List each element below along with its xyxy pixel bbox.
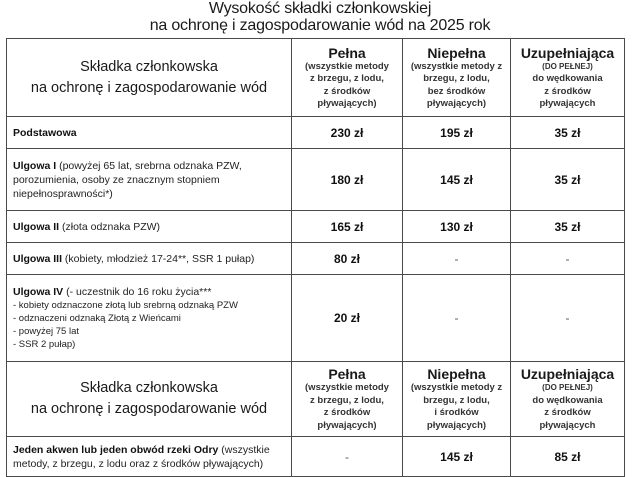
value-cell: 35 zł [511, 211, 625, 243]
column-sub-line: z środków [544, 407, 591, 418]
value-cell: 130 zł [403, 211, 511, 243]
header-label-line1: Składka członkowska [80, 58, 218, 75]
table-header-row-2 [7, 362, 625, 437]
row-desc: (kobiety, młodzież 17-24**, SSR 1 pułap) [62, 252, 255, 265]
value-cell: - [511, 275, 625, 362]
header-label-line1: Składka członkowska [80, 380, 218, 396]
row-bullet: - powyżej 75 lat [13, 326, 80, 337]
table-row [7, 211, 625, 243]
row-name: Ulgowa IV [13, 286, 64, 298]
header-label-line2: na ochronę i zagospodarowanie wód [30, 79, 268, 96]
row-label [7, 437, 292, 477]
column-header-uzupelniajaca [511, 39, 625, 117]
value-cell: - [403, 275, 511, 362]
table-row [7, 437, 625, 477]
column-sub-line: i środków [434, 407, 479, 418]
row-desc: (powyżej 65 lat, srebrna odznaka PZW, porozumienia, osoby ze znacznym stopniem niepełnosprawności*) [13, 159, 242, 200]
column-title: Niepełna [427, 44, 486, 61]
row-name: Ulgowa I [13, 159, 57, 172]
value-cell: 20 zł [292, 275, 403, 362]
column-sub-line: (wszystkie metody [305, 382, 389, 393]
column-header-pelna [292, 39, 403, 117]
row-name: Ulgowa III [13, 252, 63, 265]
column-title: Pełna [328, 44, 366, 61]
row-bullet: - odznaczeni odznaką Złotą z Wieńcami [13, 313, 181, 324]
row-name: Jeden akwen lub jeden obwód rzeki Odry [13, 443, 219, 456]
table-row [7, 117, 625, 149]
column-sub-line: (wszystkie metody z [410, 382, 503, 393]
column-sub-line: bez środków [427, 85, 486, 97]
row-name: Ulgowa II [13, 220, 60, 233]
column-sub-line: z brzegu, z lodu, [310, 394, 384, 406]
column-sub-line: z środków [323, 85, 371, 97]
fee-table [6, 38, 625, 477]
value-cell: 165 zł [292, 211, 403, 243]
row-bullet: - kobiety odznaczone złotą lub srebrną odznaką PZW [13, 300, 238, 311]
row-desc: (złota odznaka PZW) [59, 220, 161, 233]
row-label [7, 243, 292, 275]
column-sub-line: pływających) [317, 419, 377, 431]
table-header-row [7, 39, 625, 117]
column-header-niepelna [403, 39, 511, 117]
column-sub-line: brzegu, z lodu, [423, 394, 490, 406]
column-sub-line: pływających [539, 98, 596, 109]
column-sub-line: (DO PEŁNEJ) [542, 383, 593, 392]
value-cell: 35 zł [511, 117, 625, 149]
column-sub-line: pływających [539, 419, 596, 431]
value-cell: 35 zł [511, 149, 625, 211]
row-label [7, 149, 292, 211]
column-sub-line: do wędkowania [532, 394, 603, 406]
column-sub-line: do wędkowania [532, 73, 603, 84]
column-sub-line: (DO PEŁNEJ) [542, 61, 593, 71]
value-cell: 85 zł [511, 437, 625, 477]
value-cell: - [292, 437, 403, 477]
column-sub-line: z brzegu, z lodu, [310, 73, 384, 84]
header-label-cell [7, 39, 292, 117]
value-cell: 195 zł [403, 117, 511, 149]
value-cell: 80 zł [292, 243, 403, 275]
row-desc: (wszystkie metody, z brzegu, z lodu oraz z środków pływających) [13, 443, 270, 470]
document-title-line1: Wysokość składki członkowskiej [208, 0, 432, 17]
column-sub-line: pływających) [426, 419, 487, 431]
column-title: Pełna [328, 366, 366, 382]
table-row [7, 149, 625, 211]
table-row [7, 275, 625, 362]
column-sub-line: (wszystkie metody [305, 60, 389, 72]
column-title: Uzupełniająca [520, 366, 615, 382]
row-name: Podstawowa [13, 126, 77, 139]
value-cell: - [511, 243, 625, 275]
column-title: Niepełna [427, 366, 486, 382]
column-sub-line: pływających) [426, 98, 487, 109]
value-cell: 230 zł [292, 117, 403, 149]
row-label [7, 211, 292, 243]
column-sub-line: (wszystkie metody z [410, 60, 503, 72]
row-bullet: - SSR 2 pułap) [13, 339, 76, 350]
column-sub-line: pływających) [317, 98, 377, 109]
column-sub-line: z środków [323, 407, 371, 418]
document-title-line2: na ochronę i zagospodarowanie wód na 2025 rok [149, 17, 491, 34]
value-cell: - [403, 243, 511, 275]
column-sub-line: brzegu, z lodu, [423, 73, 490, 84]
column-title: Uzupełniająca [520, 44, 615, 61]
row-label [7, 117, 292, 149]
header-label-line2: na ochronę i zagospodarowanie wód [30, 401, 268, 417]
column-header-niepelna [403, 362, 511, 437]
column-sub-line: z środków [544, 85, 591, 97]
column-header-pelna [292, 362, 403, 437]
row-desc: (- uczestnik do 16 roku życia*** [63, 286, 212, 298]
row-label [7, 275, 292, 362]
value-cell: 180 zł [292, 149, 403, 211]
header-label-cell [7, 362, 292, 437]
column-header-uzupelniajaca [511, 362, 625, 437]
table-row [7, 243, 625, 275]
value-cell: 145 zł [403, 437, 511, 477]
value-cell: 145 zł [403, 149, 511, 211]
